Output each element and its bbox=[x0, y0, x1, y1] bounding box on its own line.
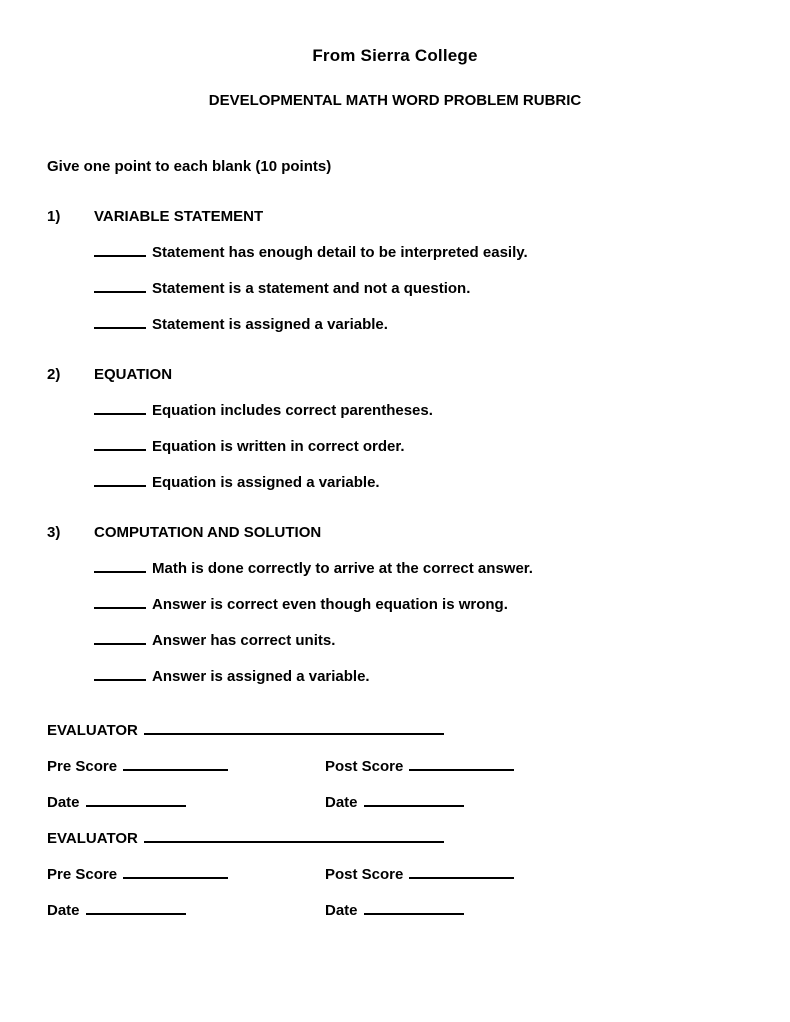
section-2-heading-row bbox=[47, 357, 790, 393]
post-score-blank-line bbox=[409, 758, 514, 771]
instruction-text: Give one point to each blank (10 points) bbox=[47, 158, 332, 175]
date-blank-line bbox=[364, 794, 464, 807]
section-3-heading-row bbox=[47, 515, 790, 551]
blank-line bbox=[94, 632, 146, 645]
item-text: Equation is written in correct order. bbox=[152, 438, 405, 455]
item-text: Answer is correct even though equation is wrong. bbox=[152, 596, 508, 613]
rubric-item bbox=[94, 235, 790, 271]
item-text: Statement is assigned a variable. bbox=[152, 316, 388, 333]
rubric-item bbox=[94, 429, 790, 465]
date-label: Date bbox=[47, 902, 80, 919]
section-1-number: 1) bbox=[47, 208, 61, 225]
item-text: Answer has correct units. bbox=[152, 632, 336, 649]
pre-score-blank-line bbox=[123, 866, 228, 879]
evaluator-blank-line bbox=[144, 722, 444, 735]
section-3-heading: COMPUTATION AND SOLUTION bbox=[94, 524, 322, 541]
blank-line bbox=[94, 668, 146, 681]
rubric-item bbox=[94, 307, 790, 343]
post-score-blank-line bbox=[409, 866, 514, 879]
section-2-heading: EQUATION bbox=[94, 366, 173, 383]
rubric-item bbox=[94, 465, 790, 501]
blank-line bbox=[94, 316, 146, 329]
section-1-heading: VARIABLE STATEMENT bbox=[94, 208, 264, 225]
score-row bbox=[47, 857, 790, 893]
date-row bbox=[47, 893, 790, 929]
date-cell-right bbox=[325, 893, 470, 929]
blank-line bbox=[94, 596, 146, 609]
pre-score-label: Pre Score bbox=[47, 866, 118, 883]
date-cell-left bbox=[47, 893, 325, 929]
item-text: Equation includes correct parentheses. bbox=[152, 402, 433, 419]
rubric-item bbox=[94, 551, 790, 587]
item-text: Answer is assigned a variable. bbox=[152, 668, 370, 685]
blank-line bbox=[94, 560, 146, 573]
blank-line bbox=[94, 438, 146, 451]
item-text: Statement is a statement and not a question. bbox=[152, 280, 471, 297]
rubric-item bbox=[94, 271, 790, 307]
blank-line bbox=[94, 244, 146, 257]
evaluator-row bbox=[47, 821, 790, 857]
date-label: Date bbox=[325, 902, 358, 919]
pre-score-label: Pre Score bbox=[47, 758, 118, 775]
date-row bbox=[47, 785, 790, 821]
score-row bbox=[47, 749, 790, 785]
evaluator-section bbox=[0, 713, 790, 929]
item-text: Equation is assigned a variable. bbox=[152, 474, 380, 491]
date-label: Date bbox=[325, 794, 358, 811]
evaluator-blank-line bbox=[144, 830, 444, 843]
pre-score-cell bbox=[47, 857, 325, 893]
pre-score-blank-line bbox=[123, 758, 228, 771]
blank-line bbox=[94, 402, 146, 415]
item-text: Math is done correctly to arrive at the correct answer. bbox=[152, 560, 533, 577]
date-blank-line bbox=[364, 902, 464, 915]
post-score-label: Post Score bbox=[325, 758, 404, 775]
post-score-label: Post Score bbox=[325, 866, 404, 883]
evaluator-label: EVALUATOR bbox=[47, 722, 138, 739]
section-2-number: 2) bbox=[47, 366, 61, 383]
date-cell-left bbox=[47, 785, 325, 821]
post-score-cell bbox=[325, 857, 520, 893]
rubric-item bbox=[94, 659, 790, 695]
evaluator-row bbox=[47, 713, 790, 749]
pre-score-cell bbox=[47, 749, 325, 785]
section-3-number: 3) bbox=[47, 524, 61, 541]
rubric-item bbox=[94, 587, 790, 623]
date-cell-right bbox=[325, 785, 470, 821]
rubric-item bbox=[94, 623, 790, 659]
evaluator-label: EVALUATOR bbox=[47, 830, 138, 847]
blank-line bbox=[94, 280, 146, 293]
section-1-heading-row bbox=[47, 199, 790, 235]
page-subtitle: DEVELOPMENTAL MATH WORD PROBLEM RUBRIC bbox=[208, 92, 582, 109]
blank-line bbox=[94, 474, 146, 487]
item-text: Statement has enough detail to be interpreted easily. bbox=[152, 244, 528, 261]
rubric-item bbox=[94, 393, 790, 429]
post-score-cell bbox=[325, 749, 520, 785]
page-title: From Sierra College bbox=[312, 46, 478, 65]
date-label: Date bbox=[47, 794, 80, 811]
date-blank-line bbox=[86, 794, 186, 807]
date-blank-line bbox=[86, 902, 186, 915]
